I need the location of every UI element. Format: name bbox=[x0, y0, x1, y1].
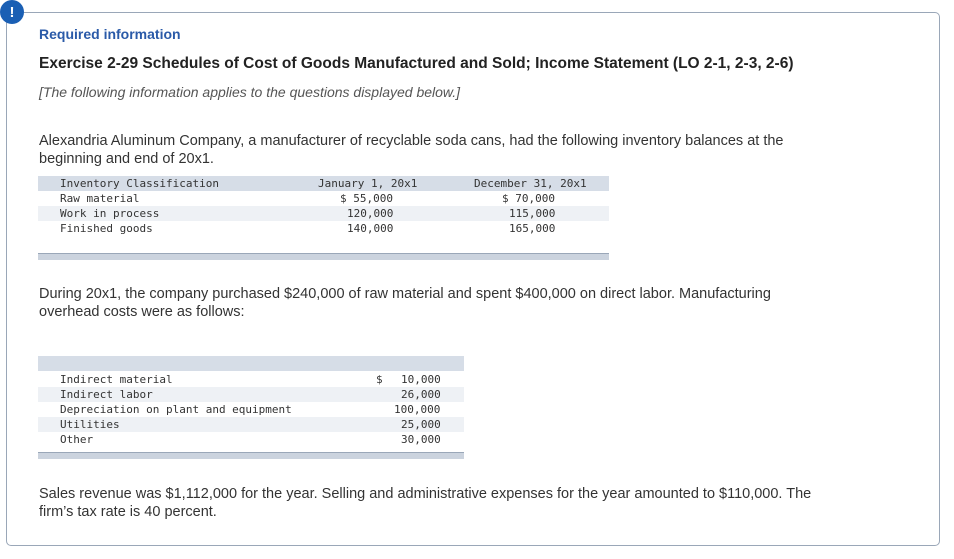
currency-symbol: $ bbox=[376, 373, 383, 386]
row-label: Finished goods bbox=[60, 222, 153, 235]
table-row bbox=[38, 387, 464, 402]
jan-value: 140,000 bbox=[347, 222, 394, 235]
row-label: Work in process bbox=[60, 207, 160, 220]
table-row bbox=[38, 206, 609, 221]
intro-paragraph-line-1: Alexandria Aluminum Company, a manufacturer of recyclable soda cans, had the following inventory balances at the bbox=[39, 133, 784, 149]
table-row bbox=[38, 221, 609, 236]
sales-paragraph-line-1: Sales revenue was $1,112,000 for the year. Selling and administrative expenses for the year amounted to $110,000. The bbox=[39, 486, 812, 502]
row-label: Raw material bbox=[60, 192, 140, 205]
applies-note: [The following information applies to the questions displayed below.] bbox=[39, 84, 461, 100]
purchase-paragraph-line-2: overhead costs were as follows: bbox=[39, 304, 245, 320]
row-label: Utilities bbox=[60, 418, 120, 431]
dec-value: 165,000 bbox=[509, 222, 556, 235]
purchase-paragraph-line-1: During 20x1, the company purchased $240,000 of raw material and spent $400,000 on direct labor. Manufacturing bbox=[39, 286, 771, 302]
row-label: Depreciation on plant and equipment bbox=[60, 403, 292, 416]
table-row bbox=[38, 402, 464, 417]
row-label: Indirect material bbox=[60, 373, 173, 386]
row-label: Other bbox=[60, 433, 94, 446]
intro-paragraph-line-2: beginning and end of 20x1. bbox=[39, 151, 214, 167]
amount-value: 25,000 bbox=[401, 418, 441, 431]
inventory-table bbox=[38, 176, 609, 236]
overhead-table bbox=[38, 372, 464, 447]
dec-value: 115,000 bbox=[509, 207, 556, 220]
row-label: Indirect labor bbox=[60, 388, 153, 401]
header-january: January 1, 20x1 bbox=[318, 177, 418, 190]
table-row bbox=[38, 432, 464, 447]
table-divider bbox=[38, 452, 464, 459]
header-classification: Inventory Classification bbox=[60, 177, 219, 190]
dec-value: $ 70,000 bbox=[502, 192, 555, 205]
jan-value: $ 55,000 bbox=[340, 192, 393, 205]
table-row bbox=[38, 372, 464, 387]
overhead-table-header bbox=[38, 356, 464, 371]
table-divider bbox=[38, 253, 609, 260]
alert-icon: ! bbox=[0, 0, 24, 24]
exercise-title: Exercise 2-29 Schedules of Cost of Goods Manufactured and Sold; Income Statement (LO 2-1, 2-3, 2-6) bbox=[39, 55, 794, 72]
table-row bbox=[38, 191, 609, 206]
amount-value: 10,000 bbox=[401, 373, 441, 386]
jan-value: 120,000 bbox=[347, 207, 394, 220]
required-information-heading: Required information bbox=[39, 26, 181, 42]
amount-value: 100,000 bbox=[394, 403, 441, 416]
amount-value: 30,000 bbox=[401, 433, 441, 446]
sales-paragraph-line-2: firm’s tax rate is 40 percent. bbox=[39, 504, 217, 520]
table-row bbox=[38, 417, 464, 432]
inventory-table-header bbox=[38, 176, 609, 191]
amount-value: 26,000 bbox=[401, 388, 441, 401]
header-december: December 31, 20x1 bbox=[474, 177, 587, 190]
